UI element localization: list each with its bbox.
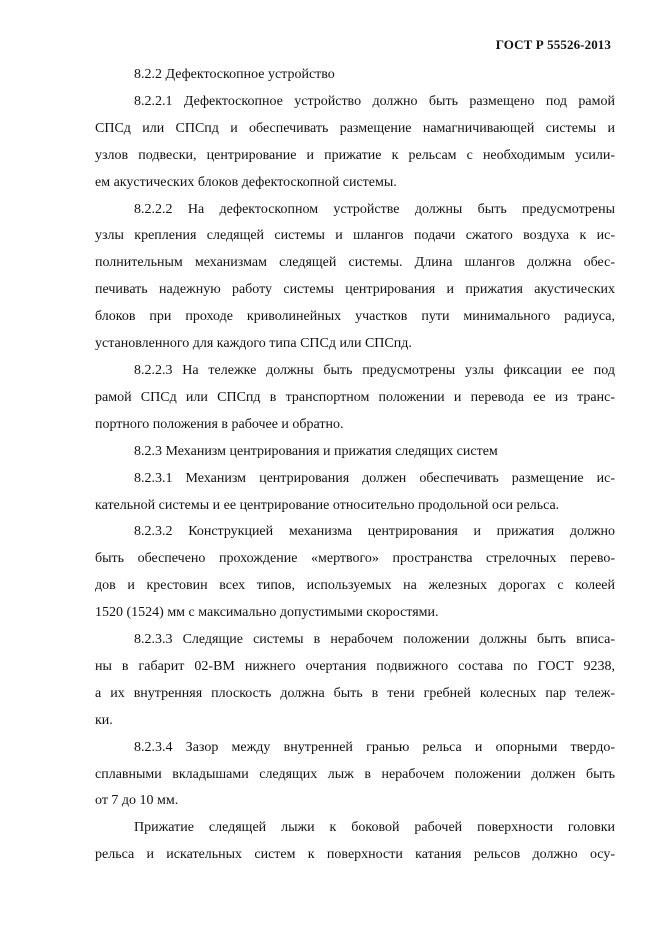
section-heading xyxy=(95,62,615,89)
text-line: узлы крепления следящей системы и шлангов подачи сжатого воздуха к ис- xyxy=(95,228,615,244)
text-line: 8.2.3 Механизм центрирования и прижатия следящих систем xyxy=(134,443,498,459)
text-line: 8.2.2.1 Дефектоскопное устройство должно быть размещено под рамой xyxy=(134,93,615,109)
text-line: рамой СПСд или СПСпд в транспортном положении и перевода ее из транс- xyxy=(95,389,615,405)
text-line: блоков при проходе криволинейных участков пути минимального радиуса, xyxy=(95,309,615,325)
text-line: кательной системы и ее центрирование относительно продольной оси рельса. xyxy=(95,497,560,513)
body-paragraph xyxy=(95,466,615,520)
body-paragraph xyxy=(95,815,615,869)
text-line: 8.2.2.2 На дефектоскопном устройстве должны быть предусмотрены xyxy=(134,201,615,217)
text-line: 8.2.3.2 Конструкцией механизма центрирования и прижатия должно xyxy=(134,524,615,540)
body-paragraph xyxy=(95,197,615,358)
section-heading xyxy=(95,439,615,466)
document-code-header: ГОСТ Р 55526-2013 xyxy=(495,37,611,52)
body-paragraph xyxy=(95,735,615,816)
body-paragraph xyxy=(95,519,615,627)
body-paragraph xyxy=(95,358,615,439)
text-line: а их внутренняя плоскость должна быть в тени гребней колесных пар тележ- xyxy=(95,685,615,701)
text-line: 8.2.3.1 Механизм центрирования должен обеспечивать размещение ис- xyxy=(134,470,615,486)
text-line: Прижатие следящей лыжи к боковой рабочей поверхности головки xyxy=(134,820,615,836)
text-line: 1520 (1524) мм с максимально допустимыми скоростями. xyxy=(95,605,439,621)
text-line: быть обеспечено прохождение «мертвого» пространства стрелочных перево- xyxy=(95,551,615,567)
text-line: установленного для каждого типа СПСд или СПСпд. xyxy=(95,336,412,352)
text-line: дов и крестовин всех типов, используемых на железных дорогах с колеей xyxy=(95,578,615,594)
text-line: от 7 до 10 мм. xyxy=(95,793,179,809)
text-line: портного положения в рабочее и обратно. xyxy=(95,416,344,432)
text-line: рельса и искательных систем к поверхности катания рельсов должно осу- xyxy=(95,847,615,863)
text-line: печивать надежную работу системы центрирования и прижатия акустических xyxy=(95,282,615,298)
text-line: полнительным механизмам следящей системы. Длина шлангов должна обес- xyxy=(95,255,615,271)
text-line: 8.2.3.4 Зазор между внутренней гранью рельса и опорными твердо- xyxy=(134,739,615,755)
text-line: СПСд или СПСпд и обеспечивать размещение намагничивающей системы и xyxy=(95,120,615,136)
body-paragraph xyxy=(95,89,615,197)
text-line: 8.2.2.3 На тележке должны быть предусмотрены узлы фиксации ее под xyxy=(134,362,615,378)
text-line: ем акустических блоков дефектоскопной системы. xyxy=(95,174,397,190)
text-line: ны в габарит 02-ВМ нижнего очертания подвижного состава по ГОСТ 9238, xyxy=(95,658,615,674)
text-line: ки. xyxy=(95,712,113,728)
document-body xyxy=(95,62,615,869)
body-paragraph xyxy=(95,627,615,735)
text-line: 8.2.2 Дефектоскопное устройство xyxy=(134,67,335,82)
text-line: сплавными вкладышами следящих лыж в нерабочем положении должен быть xyxy=(95,766,615,782)
text-line: 8.2.3.3 Следящие системы в нерабочем положении должны быть вписа- xyxy=(134,632,615,648)
text-line: узлов подвески, центрирование и прижатие к рельсам с необходимым усили- xyxy=(95,147,615,163)
